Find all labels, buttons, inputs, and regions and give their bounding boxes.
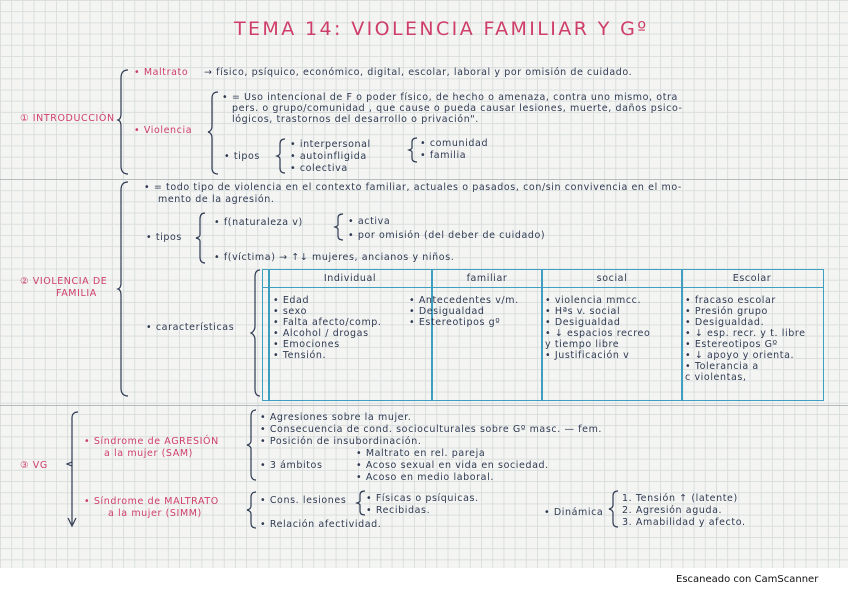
table-cell: • Desigualdad (545, 317, 621, 328)
section-2-label-line-1: ② VIOLENCIA DE (20, 276, 108, 287)
table-cell: • Desigualdad. (685, 317, 765, 328)
table-cell: • Falta afecto/comp. (273, 317, 382, 328)
naturaleza-brace (334, 213, 344, 241)
caracteristicas-brace (250, 268, 262, 398)
table-cell: • Edad (273, 295, 310, 306)
section-1-label: ① INTRODUCCIÓN (20, 113, 115, 124)
tipo-autoinfligida: • autoinfligida (290, 151, 367, 162)
table-cell: • Tensión. (273, 350, 327, 361)
table-col-escolar (685, 295, 806, 383)
violencia-brace (208, 90, 220, 176)
table-cell: • Hªs v. social (545, 306, 621, 317)
table-cell: • Tolerancia a (685, 361, 759, 372)
ambito-sexual: • Acoso sexual en vida en sociedad. (356, 460, 549, 471)
familia-tipos-label: • tipos (146, 232, 182, 243)
table-col-divider-2 (541, 270, 543, 400)
table-col-divider-1 (431, 270, 433, 400)
scanner-watermark: Escaneado con CamScanner (676, 574, 819, 585)
dinamica-brace (608, 490, 620, 528)
table-header-social: social (596, 273, 628, 284)
subtipo-familia: • familia (420, 150, 467, 161)
sam-item-consecuencia: • Consecuencia de cond. socioculturales sobre Gº masc. — fem. (260, 424, 603, 435)
simm-title-line-1: • Síndrome de MALTRATO (84, 496, 219, 507)
subtipos-brace (408, 137, 418, 163)
violencia-definition-line-2: pers. o grupo/comunidad , que cause o pueda causar lesiones, muerte, daños psico- (232, 103, 683, 114)
table-cell: c violentas, (685, 372, 747, 383)
violencia-definition-line-3: lógicos, trastornos del desarrollo o privación". (232, 114, 479, 125)
naturaleza-label: • f(naturaleza v) (214, 217, 303, 228)
simm-title-line-2: a la mujer (SIMM) (108, 508, 202, 519)
relacion-afectividad: • Relación afectividad. (260, 519, 382, 530)
section-2-bracket (118, 180, 130, 398)
dinamica-step-1: 1. Tensión ↑ (latente) (622, 493, 738, 504)
table-header-individual: Individual (323, 273, 377, 284)
dinamica-label: • Dinámica (544, 507, 604, 518)
maltrato-text: → físico, psíquico, económico, digital, escolar, laboral y por omisión de cuidado. (204, 67, 633, 78)
dinamica-step-3: 3. Amabilidad y afecto. (622, 517, 746, 528)
lesiones-brace (356, 490, 366, 516)
dinamica-step-2: 2. Agresión aguda. (622, 505, 723, 516)
sam-title-line-1: • Síndrome de AGRESIÓN (84, 436, 219, 447)
table-cell: • Antecedentes v/m. (409, 295, 519, 306)
simm-brace (246, 490, 258, 530)
table-cell: • ↓ esp. recr. y t. libre (685, 328, 806, 339)
table-cell: • sexo (273, 306, 307, 317)
page-title: TEMA 14: VIOLENCIA FAMILIAR Y Gº (234, 18, 649, 40)
section-3-arrow-bracket (66, 410, 80, 532)
table-cell: • ↓ espacios recreo (545, 328, 651, 339)
table-col-social (545, 295, 650, 361)
table-cell: • Alcohol / drogas (273, 328, 369, 339)
table-cell: • violencia mmcc. (545, 295, 642, 306)
violencia-definition-line-1: • = Uso intencional de F o poder físico, de hecho o amenaza, contra uno mismo, otra (222, 92, 678, 103)
table-col-familiar (409, 295, 519, 328)
ambito-laboral: • Acoso en medio laboral. (356, 472, 494, 483)
naturaleza-omision: • por omisión (del deber de cuidado) (348, 230, 546, 241)
familia-definition-line-2: mento de la agresión. (158, 194, 275, 205)
tipo-colectiva: • colectiva (290, 163, 348, 174)
table-cell: • Estereotipos Gº (685, 339, 778, 350)
table-cell: • Desigualdad (409, 306, 485, 317)
tipos-brace (276, 138, 286, 174)
section-1-bracket (118, 68, 130, 176)
characteristics-table (262, 269, 824, 401)
sam-brace (246, 408, 258, 482)
caracteristicas-label: • características (146, 322, 235, 333)
ambitos-label: • 3 ámbitos (260, 460, 323, 471)
subtipo-comunidad: • comunidad (420, 138, 489, 149)
table-col-divider-3 (681, 270, 683, 400)
table-cell: • ↓ apoyo y orienta. (685, 350, 795, 361)
table-cell: • Justificación v (545, 350, 630, 361)
table-cell: • Presión grupo (685, 306, 768, 317)
table-cell: • fracaso escolar (685, 295, 776, 306)
lesiones-recibidas: • Recibidas. (366, 505, 431, 516)
table-col-individual (273, 295, 382, 361)
lesiones-label: • Cons. lesiones (260, 495, 347, 506)
victima-label: • f(víctima) → ↑↓ mujeres, ancianos y niños. (214, 252, 455, 263)
naturaleza-activa: • activa (348, 216, 391, 227)
table-cell: y tiempo libre (545, 339, 620, 350)
section-3-label: ③ VG (20, 460, 48, 471)
table-cell: • Emociones (273, 339, 340, 350)
sam-item-posicion: • Posición de insubordinación. (260, 436, 422, 447)
violencia-key: • Violencia (134, 125, 193, 136)
ambito-pareja: • Maltrato en rel. pareja (356, 448, 486, 459)
lesiones-fisicas: • Físicas o psíquicas. (366, 493, 479, 504)
table-cell: • Estereotipos gº (409, 317, 501, 328)
tipos-label: • tipos (224, 151, 260, 162)
table-header-familiar: familiar (466, 273, 508, 284)
familia-definition-line-1: • = todo tipo de violencia en el contexto familiar, actuales o pasados, con/sin convivencia en el mo- (144, 182, 682, 193)
familia-tipos-brace (196, 212, 206, 264)
section-2-label-line-2: FAMILIA (56, 288, 97, 299)
table-inner-left-rule (268, 270, 270, 400)
sam-item-agresiones: • Agresiones sobre la mujer. (260, 412, 412, 423)
table-header-escolar: Escolar (732, 273, 772, 284)
sam-title-line-2: a la mujer (SAM) (104, 448, 193, 459)
maltrato-key: • Maltrato (134, 67, 189, 78)
section-divider-2 (0, 405, 848, 406)
tipo-interpersonal: • interpersonal (290, 139, 371, 150)
